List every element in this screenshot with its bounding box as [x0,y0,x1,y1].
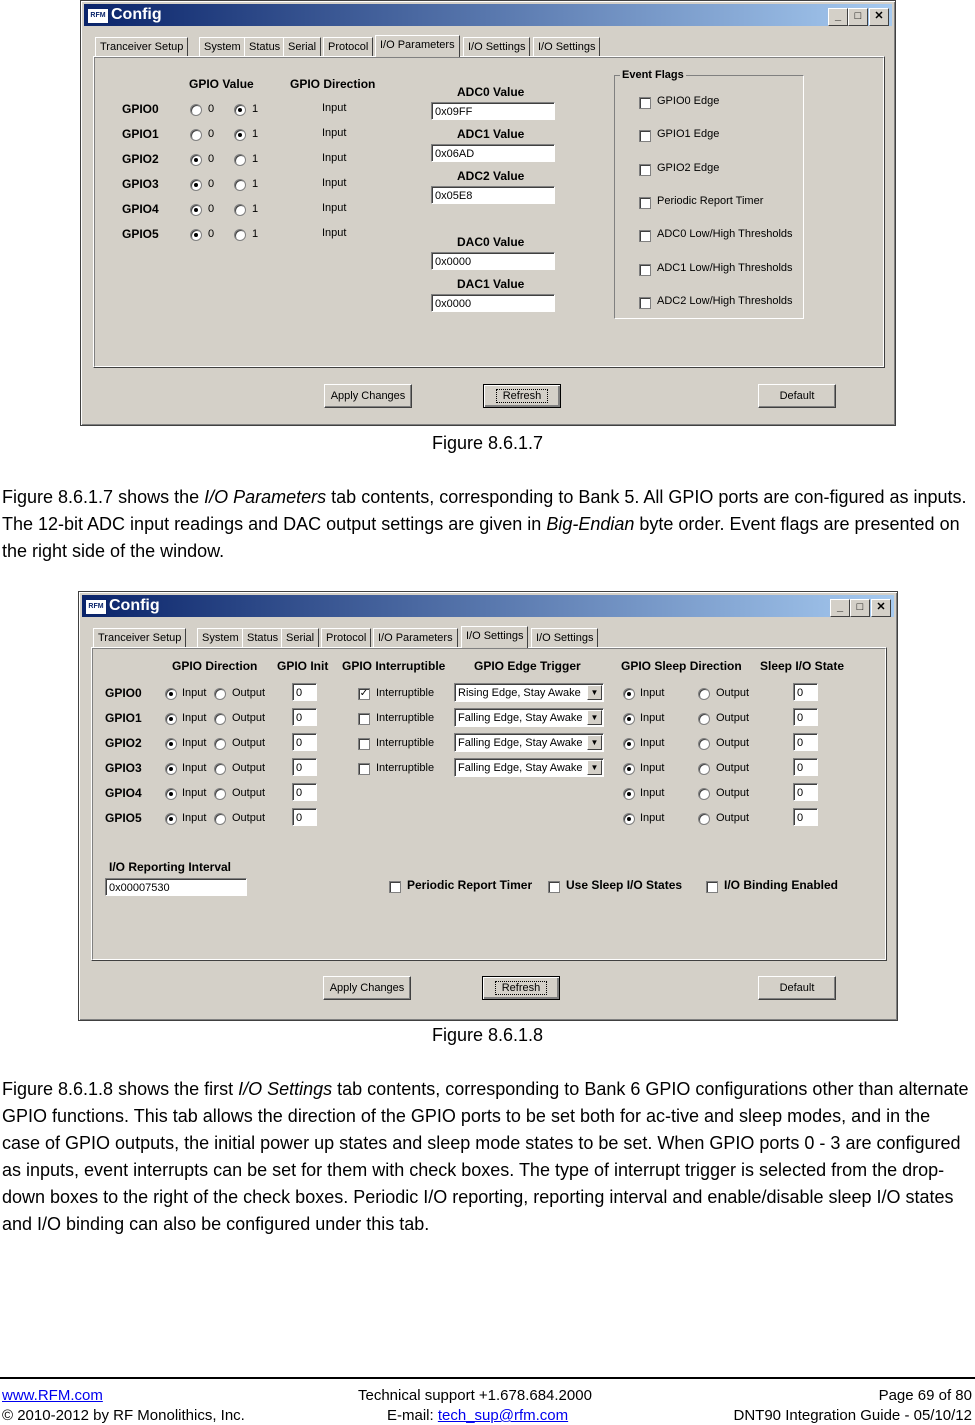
gpio-value-radio-1[interactable] [234,129,246,141]
radio-label: Output [716,737,750,749]
sleep-input-radio[interactable] [623,813,635,825]
event-flag-checkbox[interactable] [639,297,651,309]
adc-value-label: ADC0 Value [457,85,525,99]
gpio-row-label: GPIO5 [122,227,159,241]
radio-label: Input [640,812,665,824]
sleep-output-radio[interactable] [698,713,710,725]
tab-status[interactable]: Status [244,37,285,56]
tab-i-o-parameters[interactable]: I/O Parameters [375,35,460,57]
io-reporting-interval-label: I/O Reporting Interval [109,860,232,874]
radio-label: 0 [208,203,215,215]
close-icon[interactable]: ✕ [871,599,891,617]
gpio-row-label: GPIO3 [122,177,159,191]
minimize-icon[interactable]: _ [830,599,850,617]
event-flag-label: GPIO0 Edge [657,95,720,107]
sleep-input-radio[interactable] [623,713,635,725]
edge-trigger-dropdown[interactable] [454,733,604,752]
radio-label: 1 [252,128,259,140]
gpio-direction-value: Input [322,202,347,214]
radio-label: Output [716,787,750,799]
tab-serial[interactable]: Serial [281,628,319,647]
event-flag-checkbox[interactable] [639,97,651,109]
minimize-icon[interactable]: _ [828,8,848,26]
direction-input-radio[interactable] [165,713,177,725]
gpio-row-label: GPIO4 [105,786,142,800]
footer-page-number: Page 69 of 80 [878,1387,972,1404]
sleep-output-radio[interactable] [698,813,710,825]
dac-value-input[interactable]: 0x0000 [431,252,555,270]
radio-label: Input [182,687,207,699]
interruptible-label: Interruptible [376,762,435,774]
tab-protocol[interactable]: Protocol [323,37,373,56]
direction-output-radio[interactable] [214,713,226,725]
footer-divider [0,1377,975,1379]
tab-i-o-settings[interactable]: I/O Settings [461,626,528,648]
gpio-value-radio-1[interactable] [234,179,246,191]
event-flag-label: GPIO1 Edge [657,128,720,141]
apply-changes-button[interactable]: Apply Changes [323,976,411,1000]
radio-label: Input [182,737,207,749]
title-bar [82,595,894,617]
sleep-io-state-input[interactable]: 0 [793,808,818,826]
radio-label: Output [232,712,266,724]
event-flag-checkbox[interactable] [639,230,651,242]
sleep-io-state-input[interactable]: 0 [793,758,818,776]
interruptible-checkbox[interactable] [358,738,370,750]
radio-label: 0 [208,228,215,240]
sleep-output-radio[interactable] [698,738,710,750]
gpio-value-radio-0[interactable] [190,129,202,141]
sleep-output-radio[interactable] [698,688,710,700]
footer-guide-title: DNT90 Integration Guide - 05/10/12 [733,1407,972,1424]
gpio-value-header: GPIO Value [189,77,254,91]
gpio-row-label: GPIO5 [105,811,142,825]
sleep-io-state-input[interactable]: 0 [793,708,818,726]
option-checkbox[interactable] [548,881,560,893]
interruptible-label: Interruptible [376,687,435,699]
gpio-init-input[interactable]: 0 [292,683,317,701]
direction-input-radio[interactable] [165,788,177,800]
direction-input-radio[interactable] [165,763,177,775]
default-button[interactable]: Default [758,384,836,408]
gpio-row-label: GPIO1 [105,711,142,725]
gpio-init-input[interactable]: 0 [292,783,317,801]
edge-trigger-value: Falling Edge, Stay Awake [458,712,583,724]
tab-serial[interactable]: Serial [283,37,321,56]
sleep-output-radio[interactable] [698,763,710,775]
chevron-down-icon[interactable]: ▼ [587,685,602,700]
gpio-value-radio-0[interactable] [190,204,202,216]
edge-trigger-dropdown[interactable] [454,683,604,702]
gpio-row-label: GPIO2 [122,152,159,166]
direction-output-radio[interactable] [214,688,226,700]
tab-tranceiver-setup[interactable]: Tranceiver Setup [93,628,186,647]
direction-input-radio[interactable] [165,813,177,825]
radio-label: Input [640,687,665,699]
direction-input-radio[interactable] [165,738,177,750]
sleep-input-radio[interactable] [623,763,635,775]
gpio-value-radio-1[interactable] [234,229,246,241]
edge-trigger-value: Falling Edge, Stay Awake [458,737,583,749]
refresh-button[interactable]: Refresh [483,384,561,408]
tab-i-o-parameters[interactable]: I/O Parameters [373,628,458,647]
sleep-input-radio[interactable] [623,738,635,750]
apply-changes-button[interactable]: Apply Changes [324,384,412,408]
figure-caption-1: Figure 8.6.1.7 [431,433,544,453]
radio-label: 0 [208,178,215,190]
maximize-icon[interactable]: □ [850,599,870,617]
event-flag-label: GPIO2 Edge [657,161,720,174]
tab-system[interactable]: System [199,37,246,56]
radio-label: Output [716,712,750,724]
direction-output-radio[interactable] [214,813,226,825]
adc-value-input[interactable]: 0x05E8 [431,186,555,204]
sleep-io-state-input[interactable]: 0 [793,683,818,701]
gpio-direction-header: GPIO Direction [290,77,376,91]
edge-trigger-value: Rising Edge, Stay Awake [458,687,581,699]
io-reporting-interval-input[interactable]: 0x00007530 [105,878,247,896]
gpio-init-input[interactable]: 0 [292,808,317,826]
interruptible-checkbox[interactable] [358,713,370,725]
config-window-io-settings [78,591,898,1021]
gpio-row-label: GPIO1 [122,127,159,141]
sleep-input-radio[interactable] [623,788,635,800]
chevron-down-icon[interactable]: ▼ [587,710,602,725]
radio-label: Input [640,712,665,724]
radio-label: 1 [252,103,259,115]
event-flag-label: ADC0 Low/High Thresholds [657,228,793,241]
gpio-edge-trigger-header: GPIO Edge Trigger [474,659,581,673]
gpio-value-radio-1[interactable] [234,104,246,116]
gpio-value-radio-0[interactable] [190,179,202,191]
option-label: Use Sleep I/O States [566,878,683,892]
gpio-direction-value: Input [322,177,347,189]
event-flag-checkbox[interactable] [639,264,651,276]
direction-output-radio[interactable] [214,763,226,775]
tab-i-o-settings[interactable]: I/O Settings [463,37,530,56]
tab-system[interactable]: System [197,628,244,647]
sleep-output-radio[interactable] [698,788,710,800]
chevron-down-icon[interactable]: ▼ [587,760,602,775]
default-button[interactable]: Default [758,976,836,1000]
radio-label: Output [232,737,266,749]
radio-label: Input [182,812,207,824]
radio-label: Output [716,687,750,699]
interruptible-checkbox[interactable] [358,763,370,775]
app-logo-icon: RFM [85,599,107,615]
event-flags-title: Event Flags [622,69,684,81]
chevron-down-icon[interactable]: ▼ [587,735,602,750]
edge-trigger-value: Falling Edge, Stay Awake [458,762,583,774]
gpio-direction-value: Input [322,152,347,164]
close-icon[interactable]: ✕ [869,8,889,26]
tab-tranceiver-setup[interactable]: Tranceiver Setup [95,37,188,56]
gpio-row-label: GPIO0 [105,686,142,700]
radio-label: Input [640,737,665,749]
app-logo-icon: RFM [87,8,109,24]
interruptible-label: Interruptible [376,712,435,724]
edge-trigger-dropdown[interactable] [454,758,604,777]
gpio-direction-value: Input [322,102,347,114]
tab-status[interactable]: Status [242,628,283,647]
direction-output-radio[interactable] [214,738,226,750]
gpio-direction-value: Input [322,227,347,239]
radio-label: Input [640,762,665,774]
radio-label: 1 [252,203,259,215]
email-link[interactable]: tech_sup@rfm.com [437,1407,569,1424]
event-flag-checkbox[interactable] [639,164,651,176]
gpio-direction-value: Input [322,127,347,139]
option-checkbox[interactable] [389,881,401,893]
tab-i-o-settings[interactable]: I/O Settings [533,37,600,56]
interruptible-checkbox[interactable]: ✓ [359,688,369,699]
dac-value-label: DAC0 Value [457,235,525,249]
paragraph-2: Figure 8.6.1.8 shows the first I/O Settings tab contents, corresponding to Bank 6 GPIO configurations other than alternate GPIO functions. This tab allows the direction of the GPIO ports to be set both for ac-tive and sleep modes, and in the case of GPIO outputs, the initial power up states and sleep mode states to be set. When GPIO ports 0 - 3 are configured as inputs, event interrupts can be set for them with check boxes. The type of interrupt trigger is selected from the drop-down boxes to the right of the check boxes. Periodic I/O reporting, reporting interval and enable/disable sleep I/O states and I/O binding can also be configured under this tab. [2,1079,969,1234]
window-title: Config [109,597,160,614]
gpio-init-input[interactable]: 0 [292,733,317,751]
radio-label: Output [716,762,750,774]
option-label: I/O Binding Enabled [724,878,838,892]
sleep-io-state-input[interactable]: 0 [793,783,818,801]
radio-label: Input [640,787,665,799]
sleep-io-state-header: Sleep I/O State [760,659,845,673]
interruptible-label: Interruptible [376,737,435,749]
gpio-row-label: GPIO0 [122,102,159,116]
gpio-init-input[interactable]: 0 [292,758,317,776]
radio-label: Output [232,787,266,799]
adc-value-label: ADC1 Value [457,127,525,141]
gpio-row-label: GPIO2 [105,736,142,750]
title-bar [84,4,892,26]
radio-label: 0 [208,153,215,165]
gpio-sleep-direction-header: GPIO Sleep Direction [621,659,742,673]
direction-output-radio[interactable] [214,788,226,800]
tab-strip [95,35,615,57]
footer-email: E-mail: tech_sup@rfm.com [387,1407,569,1424]
refresh-button[interactable]: Refresh [482,976,560,1000]
figure-caption-2: Figure 8.6.1.8 [431,1025,544,1045]
option-label: Periodic Report Timer [407,878,533,892]
gpio-value-radio-0[interactable] [190,104,202,116]
radio-label: 0 [208,128,215,140]
radio-label: 0 [208,103,215,115]
footer-support: Technical support +1.678.684.2000 [358,1387,592,1404]
adc-value-input[interactable]: 0x06AD [431,144,555,162]
tab-i-o-settings[interactable]: I/O Settings [531,628,598,647]
paragraph-1: Figure 8.6.1.7 shows the I/O Parameters tab contents, corresponding to Bank 5. All GPIO ports are con-figured as inputs. The 12-bit ADC input readings and DAC output settings are given in Big-Endian byte order. Event flags are presented on the right side of the window. [2,487,967,561]
gpio-direction-header: GPIO Direction [172,659,258,673]
tab-panel [93,56,885,368]
sleep-io-state-input[interactable]: 0 [793,733,818,751]
gpio-init-header: GPIO Init [277,659,329,673]
edge-trigger-dropdown[interactable] [454,708,604,727]
dac-value-input[interactable]: 0x0000 [431,294,555,312]
radio-label: 1 [252,228,259,240]
adc-value-label: ADC2 Value [457,169,525,183]
gpio-row-label: GPIO4 [122,202,159,216]
sleep-input-radio[interactable] [623,688,635,700]
tab-panel [91,647,887,961]
gpio-value-radio-1[interactable] [234,154,246,166]
direction-input-radio[interactable] [165,688,177,700]
event-flag-label: Periodic Report Timer [657,194,764,207]
event-flag-checkbox[interactable] [639,197,651,209]
maximize-icon[interactable]: □ [848,8,868,26]
radio-label: Input [182,787,207,799]
dac-value-label: DAC1 Value [457,277,525,291]
tab-strip [93,626,613,648]
event-flag-label: ADC2 Low/High Thresholds [657,294,793,307]
radio-label: 1 [252,178,259,190]
gpio-value-radio-0[interactable] [190,229,202,241]
tab-protocol[interactable]: Protocol [321,628,371,647]
radio-label: Output [232,762,266,774]
gpio-value-radio-0[interactable] [190,154,202,166]
gpio-init-input[interactable]: 0 [292,708,317,726]
event-flag-label: ADC1 Low/High Thresholds [657,261,793,274]
footer-copyright: © 2010-2012 by RF Monolithics, Inc. [2,1407,245,1424]
adc-value-input[interactable]: 0x09FF [431,102,555,120]
radio-label: Output [232,812,266,824]
radio-label: Input [182,762,207,774]
radio-label: 1 [252,153,259,165]
window-title: Config [111,6,162,23]
gpio-value-radio-1[interactable] [234,204,246,216]
radio-label: Output [232,687,266,699]
footer-site-link[interactable]: www.RFM.com [2,1387,103,1404]
gpio-row-label: GPIO3 [105,761,142,775]
gpio-interruptible-header: GPIO Interruptible [342,659,446,673]
option-checkbox[interactable] [706,881,718,893]
radio-label: Input [182,712,207,724]
config-window-io-parameters [80,0,896,426]
event-flag-checkbox[interactable] [639,130,651,142]
radio-label: Output [716,812,750,824]
